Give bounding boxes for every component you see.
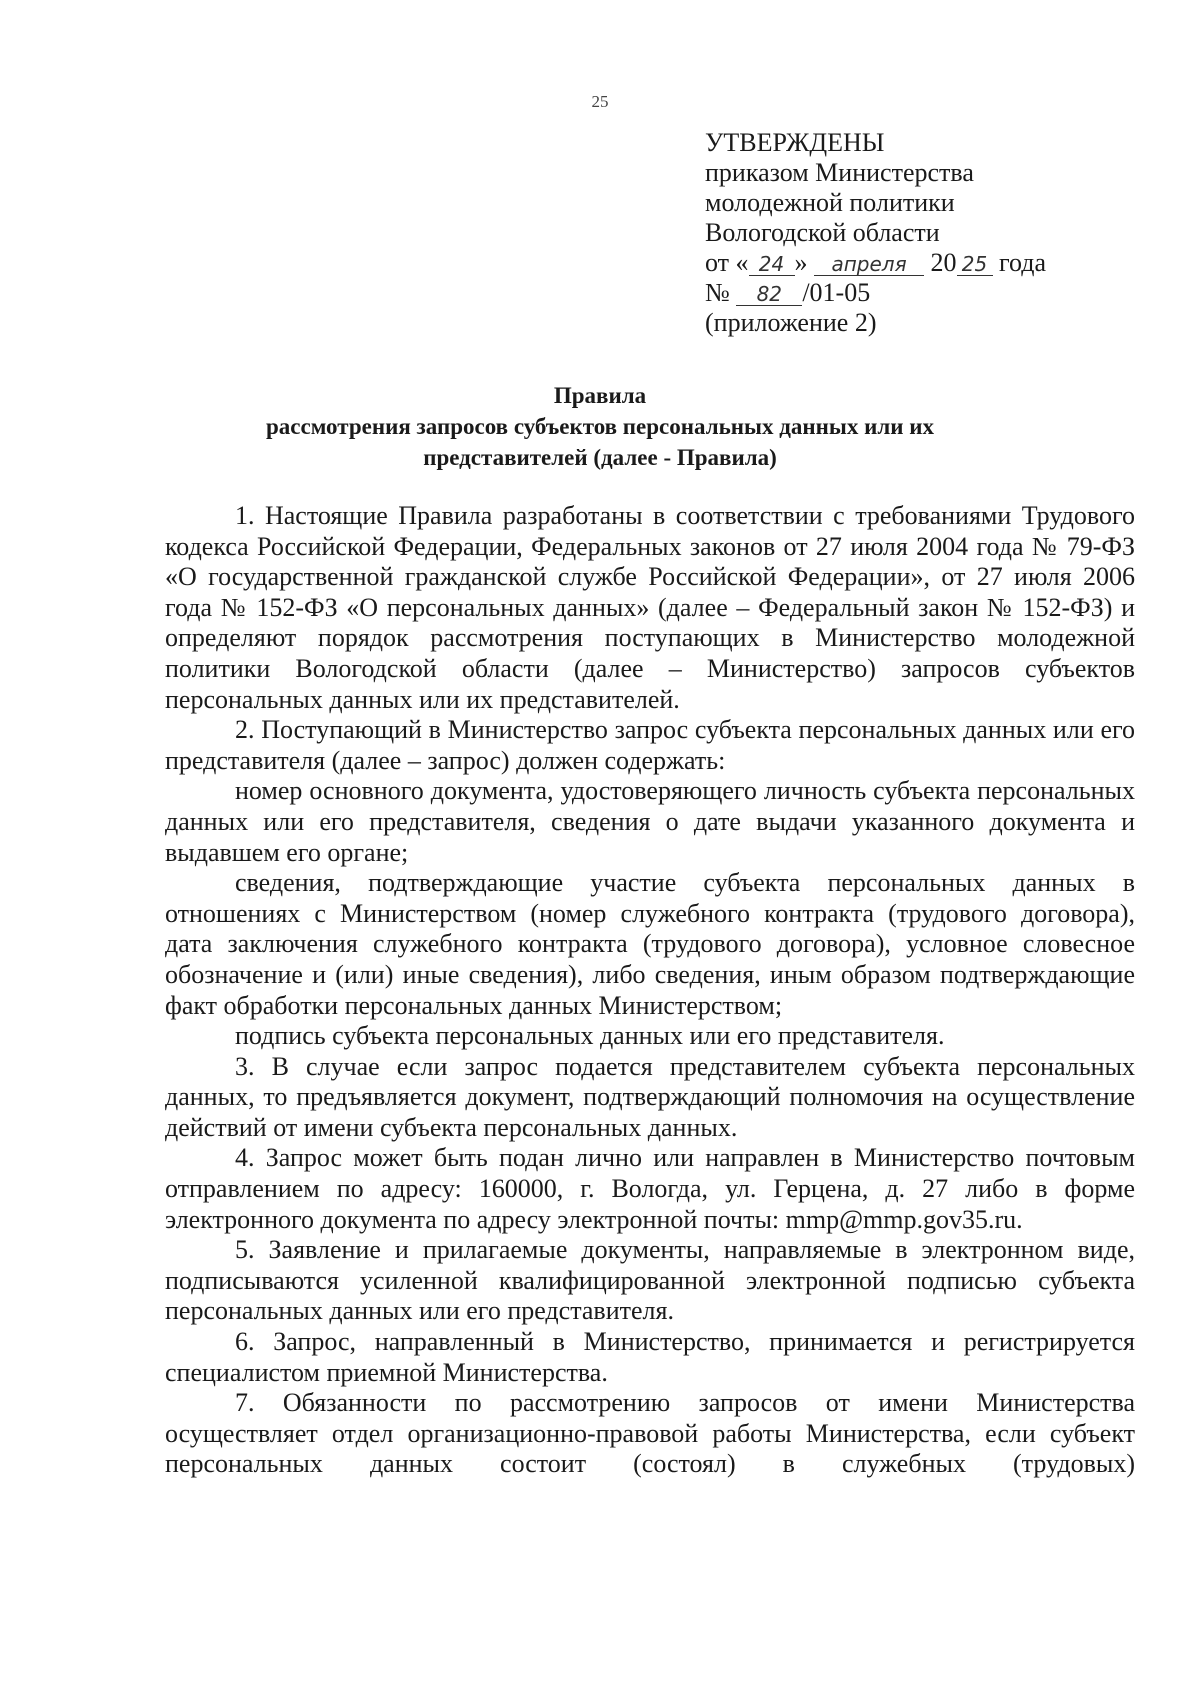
handwritten-number: 82: [736, 283, 802, 306]
page-number: 25: [591, 92, 609, 111]
handwritten-day: 24: [749, 253, 795, 276]
approval-number-line: [705, 278, 1046, 308]
date-suffix: года: [999, 248, 1047, 277]
approval-ministry-line: молодежной политики: [705, 188, 955, 217]
approval-date-line: [705, 248, 1046, 278]
paragraph-3: 3. В случае если запрос подается представителем субъекта персональных данных, то предъявляется документ, подтверждающий полномочия на осуществление действий от имени субъекта персональных данных.: [165, 1051, 1135, 1142]
paragraph-1: 1. Настоящие Правила разработаны в соответствии с требованиями Трудового кодекса Российской Федерации, Федеральных законов от 27 июля 2004 года № 79-ФЗ «О государственной гражданской службе Российской Федерации», от 27 июля 2006 года № 152-ФЗ «О персональных данных» (далее – Федеральный закон № 152-ФЗ) и определяют порядок рассмотрения поступающих в Министерство молодежной политики Вологодской области (далее – Министерство) запросов субъектов персональных данных или их представителей.: [165, 501, 1135, 714]
document-title: [150, 380, 1050, 473]
paragraph-2: 2. Поступающий в Министерство запрос субъекта персональных данных или его представителя (далее – запрос) должен содержать:: [165, 715, 1135, 775]
handwritten-year: 25: [957, 253, 993, 276]
number-prefix: №: [705, 278, 730, 307]
approval-appendix: (приложение 2): [705, 308, 877, 337]
approval-heading: УТВЕРЖДЕНЫ: [705, 128, 885, 157]
paragraph-6: 6. Запрос, направленный в Министерство, принимается и регистрируется специалистом приемной Министерства.: [165, 1327, 1135, 1387]
date-year-prefix: 20: [930, 248, 957, 277]
date-prefix: от «: [705, 248, 749, 277]
approval-order-line: приказом Министерства: [705, 158, 974, 187]
title-line-3: представителей (далее - Правила): [423, 445, 777, 470]
paragraph-5: 5. Заявление и прилагаемые документы, направляемые в электронном виде, подписываются усиленной квалифицированной электронной подписью субъекта персональных данных или его представителя.: [165, 1235, 1135, 1326]
paragraph-4: 4. Запрос может быть подан лично или направлен в Министерство почтовым отправлением по адресу: 160000, г. Вологда, ул. Герцена, д. 27 либо в форме электронного документа по адресу электронной почты: mmp@mmp.gov35.ru.: [165, 1143, 1135, 1234]
number-suffix: /01-05: [802, 278, 871, 307]
title-line-1: Правила: [553, 383, 647, 408]
paragraph-2-item-document: номер основного документа, удостоверяющего личность субъекта персональных данных или его представителя, сведения о дате выдачи указанного документа и выдавшем его органе;: [165, 776, 1135, 867]
title-line-2: рассмотрения запросов субъектов персональных данных или их: [265, 414, 935, 439]
paragraph-2-item-relations: сведения, подтверждающие участие субъекта персональных данных в отношениях с Министерством (номер служебного контракта (трудового договора), дата заключения служебного контракта (трудового договора), условное словесное обозначение и (или) иные сведения), либо сведения, иным образом подтверждающие факт обработки персональных данных Министерством;: [165, 868, 1135, 1020]
approval-region-line: Вологодской области: [705, 218, 940, 247]
paragraph-7: 7. Обязанности по рассмотрению запросов от имени Министерства осуществляет отдел организационно-правовой работы Министерства, если субъект персональных данных состоит (состоял) в служебных (трудовых): [165, 1388, 1135, 1479]
date-mid: »: [794, 248, 808, 277]
approval-stamp-block: [705, 128, 1046, 338]
handwritten-month: апреля: [814, 253, 924, 276]
document-body: [165, 501, 1135, 1480]
paragraph-2-item-signature: подпись субъекта персональных данных или его представителя.: [235, 1021, 945, 1051]
